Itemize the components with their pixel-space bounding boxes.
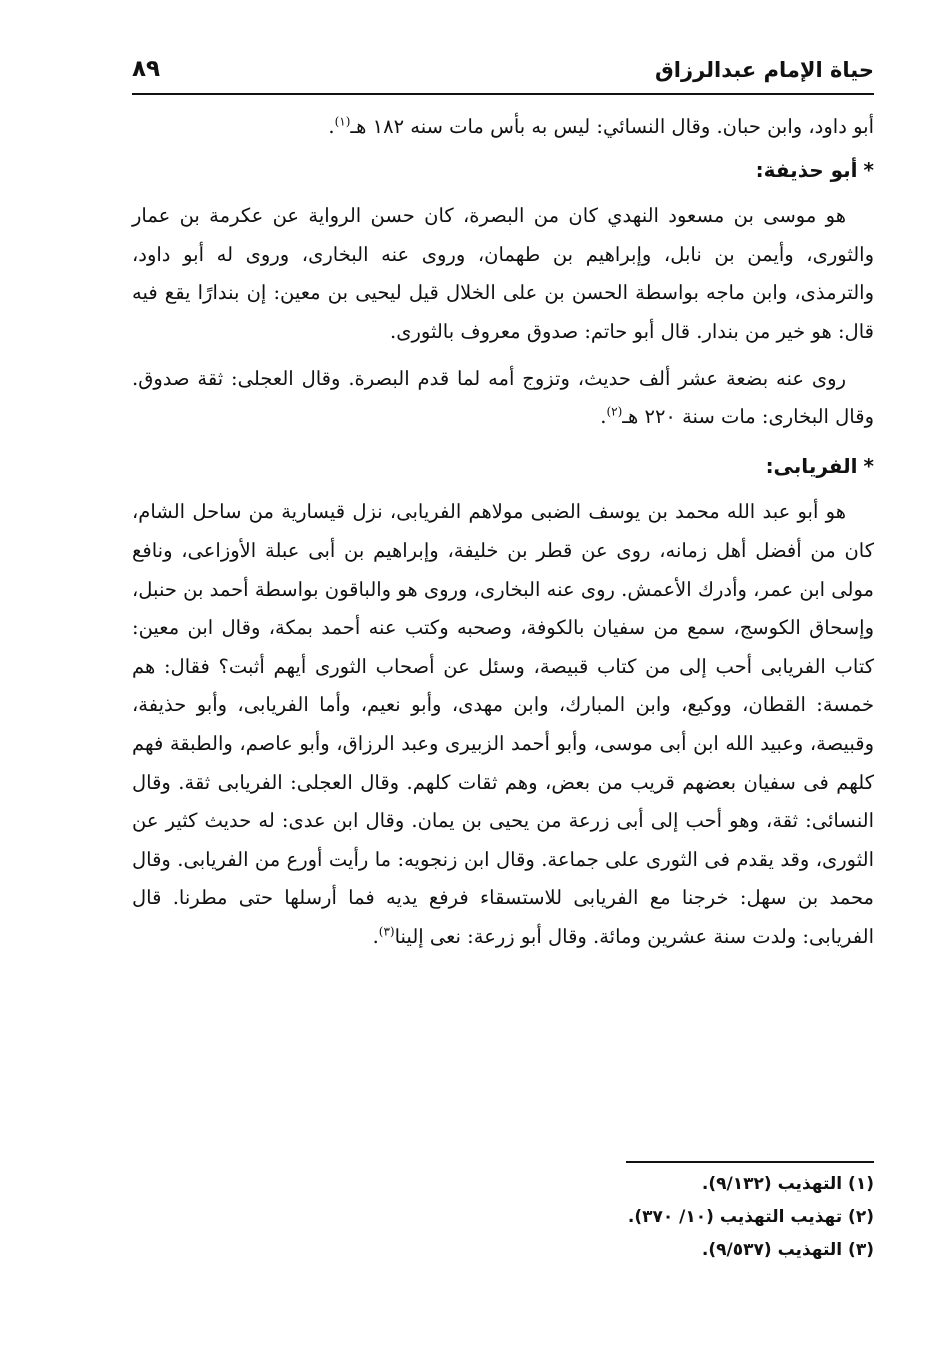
section-heading-firyabi [132,447,874,486]
footnote-rule [626,1161,874,1163]
main-text [132,108,874,956]
running-title: حياة الإمام عبدالرزاق [655,58,874,82]
footnote-mark-3: (٣) [378,924,395,939]
footnote-mark-2: (٢) [606,404,623,419]
section-heading-text: الفريابى: [765,453,858,478]
star-bullet-icon: * [863,453,874,478]
section-heading-abu-hudhayfa [132,151,874,190]
header-rule [132,93,874,95]
paragraph-end: . [600,405,607,429]
opening-text: أبو داود، وابن حبان. وقال النسائي: ليس به بأس مات سنه ١٨٢ هـ [350,115,874,138]
footnote-mark-1: (١) [334,114,351,129]
footnote: (١) التهذيب (٩/١٣٢). [701,1174,874,1194]
footnote: (٢) تهذيب التهذيب (١٠/ ٣٧٠). [627,1207,874,1227]
opening-paragraph [132,108,874,147]
paragraph: هو موسى بن مسعود النهدي كان من البصرة، كان حسن الرواية عن عكرمة بن عمار والثورى، وأيمن بن نابل، وإبراهيم بن طهمان، وروى عنه البخارى، وروى له أبو داود، والترمذى، وابن ماجه بواسطة الحسن بن على الخلال قيل ليحيى بن معين: إن بندارًا يقع فيه قال: هو خير من بندار. قال أبو حاتم: صدوق معروف بالثورى. [132,204,874,343]
star-bullet-icon: * [863,157,874,182]
footnotes [132,1168,874,1267]
footnote: (٣) التهذيب (٩/٥٣٧). [701,1240,874,1260]
paragraph-text: روى عنه بضعة عشر ألف حديث، وتزوج أمه لما قدم البصرة. وقال العجلى: ثقة صدوق. وقال البخارى: مات سنة ٢٢٠ هـ [132,366,874,429]
paragraph-text: هو أبو عبد الله محمد بن يوسف الضبى مولاهم الفريابى، نزل قيسارية من ساحل الشام، كان من أفضل أهل زمانه، روى عن قطر بن خليفة، وإبراهيم بن أبى عبلة الأوزاعى، ونافع مولى ابن عمر، وأدرك الأعمش. روى عنه البخارى، وروى هو والباقون بواسطة أحمد بن حنبل، وإسحاق الكوسج، سمع من سفيان بالكوفة، وصحبه وكتب عنه أحمد بمكة، وقال ابن معين: كتاب الفريابى أحب إلى من كتاب قبيصة، وسئل عن أصحاب الثورى أيهم أثبت؟ فقال: هم خمسة: القطان، ووكيع، وابن المبارك، وابن مهدى، وأبو نعيم، وأما الفريابى، وأبو حذيفة، وقبيصة، وعبيد الله ابن أبى موسى، وأبو أحمد الزبيرى وعبد الرزاق، وأبو عاصم، والطبقة فهم كلهم فى سفيان بعضهم قريب من بعض، وهم ثقات كلهم. وقال العجلى: الفريابى ثقة. وقال النسائى: ثقة، وهو أحب إلى أبى زرعة من يحيى بن يمان. وقال ابن عدى: له حديث كثير عن الثورى، وقد يقدم فى الثورى على جماعة. وقال ابن زنجويه: ما رأيت أورع من الفريابى. وقال محمد بن سهل: خرجنا مع الفريابى للاستسقاء فرفع يديه فما أرسلها حتى مطرنا. قال الفريابى: ولدت سنة عشرين ومائة. وقال أبو زرعة: نعى إلينا [132,500,874,948]
paragraph [132,493,874,956]
paragraph-gap [132,352,874,360]
paragraph-end: . [372,924,379,948]
paragraph [132,360,874,437]
page-number: ٨٩ [132,56,161,82]
running-header [132,52,874,92]
opening-end: . [328,115,335,138]
section-heading-text: أبو حذيفة: [755,157,858,182]
